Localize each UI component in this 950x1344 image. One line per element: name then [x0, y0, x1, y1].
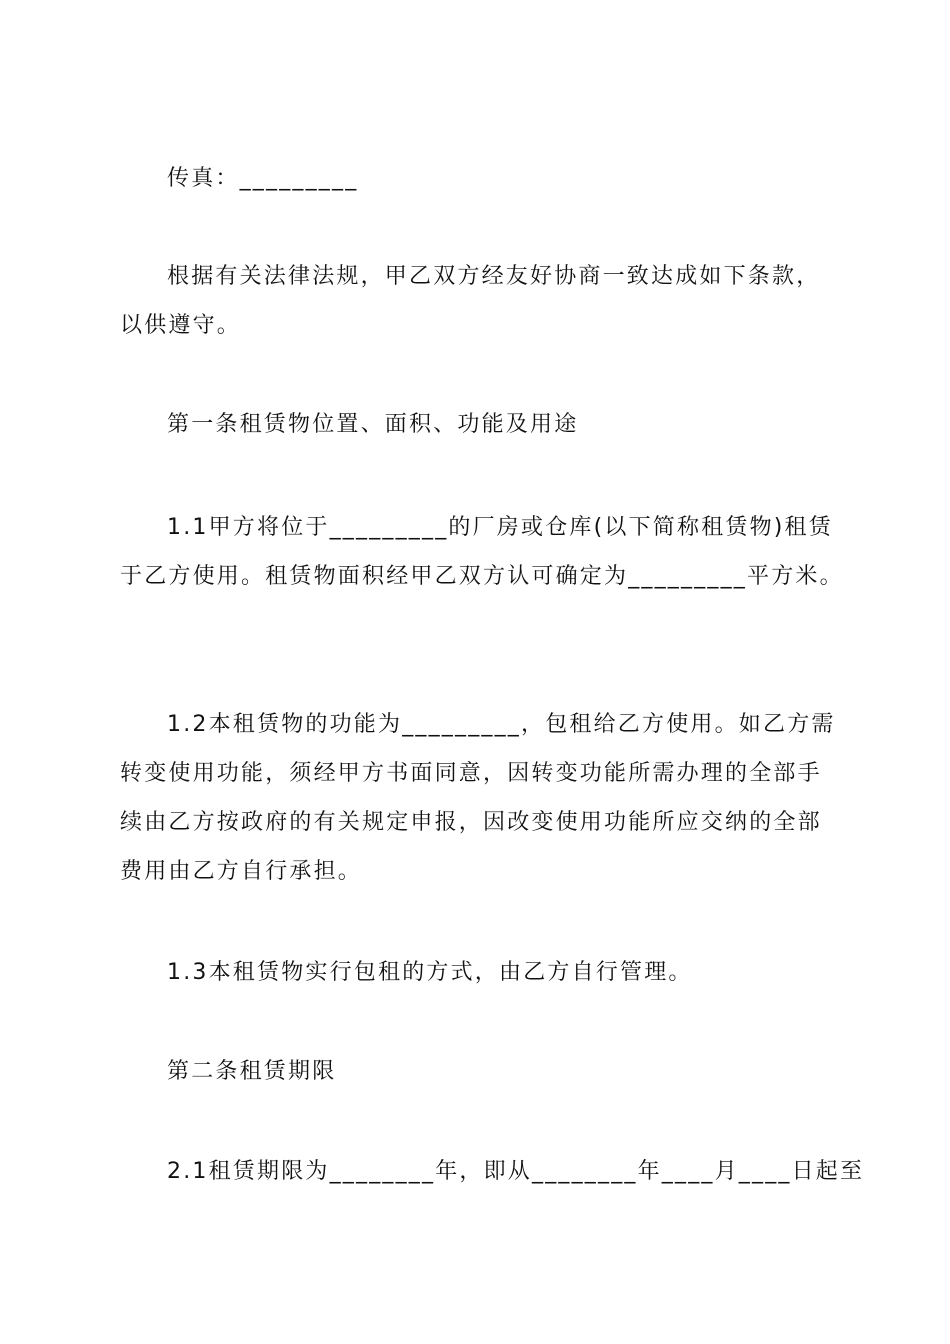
text-line: 1.2本租赁物的功能为_________，包租给乙方使用。如乙方需: [167, 712, 836, 737]
text-line: 传真：_________: [167, 166, 359, 191]
text-line: 于乙方使用。租赁物面积经甲乙双方认可确定为_________平方米。: [120, 564, 844, 589]
clause-2-1: [120, 1147, 865, 1196]
article-1-heading: [120, 400, 832, 449]
text-line: 1.1甲方将位于_________的厂房或仓库(以下简称租赁物)租赁: [167, 515, 833, 540]
text-line: 2.1租赁期限为________年，即从________年____月____日起至: [167, 1159, 865, 1184]
preamble-paragraph: [120, 252, 832, 350]
text-line: 费用由乙方自行承担。: [120, 859, 363, 884]
clause-1-2: [120, 700, 836, 896]
fax-line: [120, 154, 832, 203]
text-line: 1.3本租赁物实行包租的方式，由乙方自行管理。: [167, 960, 693, 985]
text-line: 转变使用功能，须经甲方书面同意，因转变功能所需办理的全部手: [120, 761, 822, 786]
text-line: 根据有关法律法规，甲乙双方经友好协商一致达成如下条款，: [167, 264, 821, 289]
article-2-heading: [120, 1047, 832, 1096]
clause-1-1: [120, 503, 844, 601]
text-line: 续由乙方按政府的有关规定申报，因改变使用功能所应交纳的全部: [120, 810, 822, 835]
clause-1-3: [120, 948, 832, 997]
text-line: 第二条租赁期限: [167, 1059, 337, 1084]
text-line: 以供遵守。: [120, 313, 242, 338]
text-line: 第一条租赁物位置、面积、功能及用途: [167, 412, 579, 437]
